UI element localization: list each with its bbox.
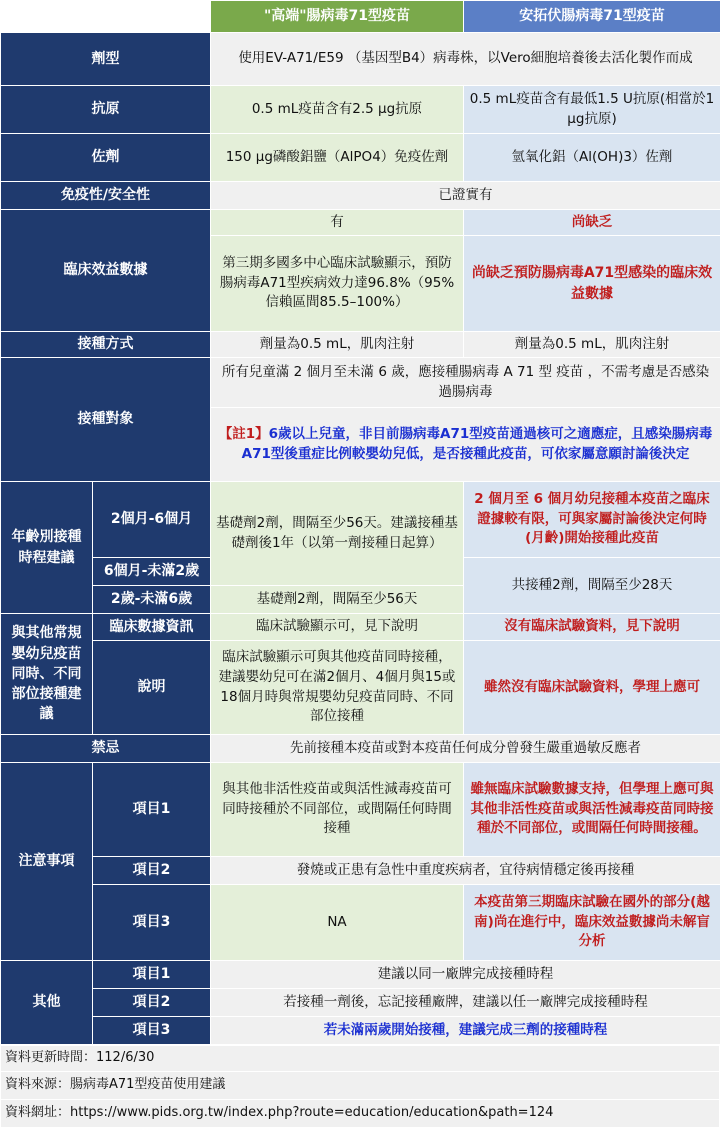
schedule-age-6m-2y: 6個月-未滿2歲 [93, 558, 211, 586]
coadmin-hightech-data: 臨床試驗顯示可，見下說明 [211, 614, 464, 641]
other-item-2: 項目2 [93, 989, 211, 1017]
source-footer [0, 1045, 720, 1128]
precautions-hightech-1: 與其他非活性疫苗或與活性減毒疫苗可同時接種於不同部位，或間隔任何時間接種 [211, 763, 464, 857]
other-shared-3: 若未滿兩歲開始接種，建議完成三劑的接種時程 [211, 1017, 720, 1045]
column-header-hightech: "高端"腸病毒71型疫苗 [211, 1, 464, 33]
row-label-coadmin: 與其他常規嬰幼兒疫苗同時、不同部位接種建議 [1, 614, 93, 735]
coadmin-hightech-explanation: 臨床試驗顯示可與其他疫苗同時接種，建議嬰幼兒可在滿2個月、4個月與15或18個月時與常規嬰幼兒疫苗同時、不同部位接種 [211, 641, 464, 735]
precautions-enterovax-3: 本疫苗第三期臨床試驗在國外的部分(越南)尚在進行中，臨床效益數據尚未解盲分析 [464, 885, 720, 961]
row-label-efficacy: 臨床效益數據 [1, 210, 211, 332]
note-text: 6歲以上兒童，非目前腸病毒A71型疫苗通過核可之適應症，且感染腸病毒A71型後重症比例較嬰幼兒低，是否接種此疫苗，可依家屬意願討論後決定 [241, 425, 713, 462]
other-item-3: 項目3 [93, 1017, 211, 1045]
schedule-enterovax-6m-6y: 共接種2劑，間隔至少28天 [464, 558, 720, 614]
schedule-enterovax-2-6m: 2 個月至 6 個月幼兒接種本疫苗之臨床證據較有限，可與家屬討論後決定何時(月齡)開始接種此疫苗 [464, 482, 720, 558]
row-label-antigen: 抗原 [1, 86, 211, 134]
row-label-contraindication: 禁忌 [1, 735, 211, 763]
precautions-hightech-3: NA [211, 885, 464, 961]
other-item-1: 項目1 [93, 961, 211, 989]
schedule-hightech-primary: 基礎劑2劑，間隔至少56天。建議接種基礎劑後1年（以第一劑接種日起算） [211, 482, 464, 586]
dosage-form-shared: 使用EV-A71/E59 （基因型B4）病毒株，以Vero細胞培養後去活化製作而成 [211, 33, 720, 86]
other-shared-1: 建議以同一廠牌完成接種時程 [211, 961, 720, 989]
coadmin-enterovax-data: 沒有臨床試驗資料，見下說明 [464, 614, 720, 641]
route-hightech: 劑量為0.5 mL，肌肉注射 [211, 332, 464, 358]
note-tag: 【註1】 [218, 425, 269, 442]
header-blank-cell [1, 1, 211, 33]
precautions-item-3: 項目3 [93, 885, 211, 961]
schedule-age-2-6m: 2個月-6個月 [93, 482, 211, 558]
row-label-other: 其他 [1, 961, 93, 1045]
efficacy-enterovax-head: 尚缺乏 [464, 210, 720, 236]
row-label-schedule: 年齡別接種時程建議 [1, 482, 93, 614]
precautions-item-2: 項目2 [93, 857, 211, 885]
target-note [211, 408, 720, 482]
efficacy-hightech-head: 有 [211, 210, 464, 236]
adjuvant-hightech: 150 μg磷酸鋁鹽（AlPO4）免疫佐劑 [211, 134, 464, 182]
efficacy-enterovax: 尚缺乏預防腸病毒A71型感染的臨床效益數據 [464, 236, 720, 332]
immunogenicity-shared: 已證實有 [211, 182, 720, 210]
row-label-dosage-form: 劑型 [1, 33, 211, 86]
coadmin-sub-clinical-data: 臨床數據資訊 [93, 614, 211, 641]
contraindication-shared: 先前接種本疫苗或對本疫苗任何成分曾發生嚴重過敏反應者 [211, 735, 720, 763]
target-shared: 所有兒童滿 2 個月至未滿 6 歲，應接種腸病毒 A 71 型 疫苗 ，不需考慮是否感染過腸病毒 [211, 358, 720, 408]
row-label-target: 接種對象 [1, 358, 211, 482]
adjuvant-enterovax: 氫氧化鋁（Al(OH)3）佐劑 [464, 134, 720, 182]
row-label-adjuvant: 佐劑 [1, 134, 211, 182]
schedule-age-2y-6y: 2歲-未滿6歲 [93, 586, 211, 614]
route-enterovax: 劑量為0.5 mL，肌肉注射 [464, 332, 720, 358]
antigen-enterovax: 0.5 mL疫苗含有最低1.5 U抗原(相當於1 μg抗原) [464, 86, 720, 134]
footer-source: 資料來源：腸病毒A71型疫苗使用建議 [1, 1072, 720, 1100]
row-label-precautions: 注意事項 [1, 763, 93, 961]
other-shared-2: 若接種一劑後，忘記接種廠牌，建議以任一廠牌完成接種時程 [211, 989, 720, 1017]
efficacy-hightech: 第三期多國多中心臨床試驗顯示，預防腸病毒A71型疾病效力達96.8%（95%信賴區間85.5–100%） [211, 236, 464, 332]
precautions-item-1: 項目1 [93, 763, 211, 857]
precautions-shared-2: 發燒或正患有急性中重度疾病者，宜待病情穩定後再接種 [211, 857, 720, 885]
row-label-route: 接種方式 [1, 332, 211, 358]
antigen-hightech: 0.5 mL疫苗含有2.5 μg抗原 [211, 86, 464, 134]
coadmin-enterovax-explanation: 雖然沒有臨床試驗資料，學理上應可 [464, 641, 720, 735]
footer-updated: 資料更新時間：112/6/30 [1, 1046, 720, 1072]
footer-url: 資料網址：https://www.pids.org.tw/index.php?route=education/education&path=124 [1, 1100, 720, 1128]
row-label-immunogenicity: 免疫性/安全性 [1, 182, 211, 210]
column-header-enterovax: 安拓伏腸病毒71型疫苗 [464, 1, 720, 33]
schedule-hightech-2-6y: 基礎劑2劑，間隔至少56天 [211, 586, 464, 614]
coadmin-sub-explanation: 說明 [93, 641, 211, 735]
precautions-enterovax-1: 雖無臨床試驗數據支持，但學理上應可與其他非活性疫苗或與活性減毒疫苗同時接種於不同部位，或間隔任何時間接種。 [464, 763, 720, 857]
